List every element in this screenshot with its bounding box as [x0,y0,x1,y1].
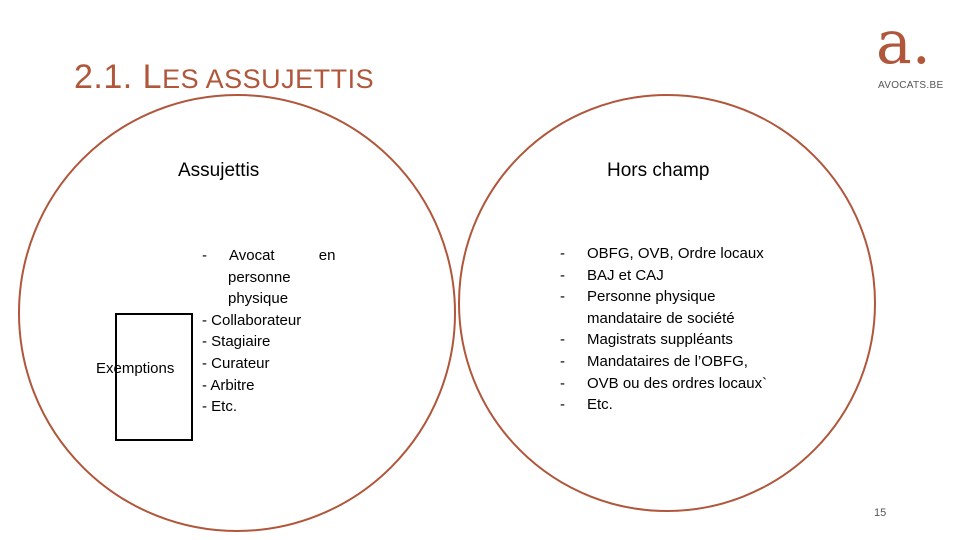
list-item: - OBFG, OVB, Ordre locaux [560,243,767,265]
list-line: - Curateur [202,354,270,372]
list-line: BAJ et CAJ [587,266,664,284]
list-line: Magistrats suppléants [587,331,733,349]
left-heading: Assujettis [178,160,260,181]
list-item-continued [560,308,767,330]
list-line: Personne physique [587,288,716,306]
logo-text: AVOCATS.BE [878,80,944,91]
list-line: personne [228,268,291,286]
hors-champ-list [560,243,767,416]
list-line: mandataire de société [587,309,735,327]
list-line: Avocat en [229,247,336,264]
list-item: - Etc. [560,394,767,416]
list-item [202,396,337,418]
list-item [202,353,337,375]
list-item: - OVB ou des ordres locaux` [560,373,767,395]
list-line: OVB ou des ordres locaux` [587,374,768,392]
list-line: OBFG, OVB, Ordre locaux [587,245,764,262]
list-dash: - [202,247,207,264]
logo-letter: a. [876,8,931,78]
list-item-continued [202,288,337,310]
list-line: - Stagiaire [202,333,271,351]
list-item: - Personne physique [560,286,767,308]
exemptions-box [115,313,193,441]
list-item: - Mandataires de l’OBFG, [560,351,767,373]
list-line: - Etc. [202,398,238,416]
list-item [202,375,337,397]
list-item [202,331,337,353]
list-item: - Magistrats suppléants [560,329,767,351]
list-item-continued [202,267,337,289]
list-line: Etc. [587,396,613,414]
assujettis-list [202,245,337,418]
exemptions-label: Exemptions [96,360,175,377]
list-item: - BAJ et CAJ [560,265,767,287]
title-rest: ES ASSUJETTIS [162,64,375,94]
list-text [229,245,337,267]
list-item [202,245,337,267]
right-heading: Hors champ [607,160,710,181]
list-line: Mandataires de l’OBFG, [587,352,748,370]
list-line: - Collaborateur [202,311,302,329]
list-line: physique [228,290,289,308]
page-number: 15 [874,507,887,519]
list-line: - Arbitre [202,376,255,394]
title-prefix: 2.1. L [74,58,163,96]
list-item [202,310,337,332]
